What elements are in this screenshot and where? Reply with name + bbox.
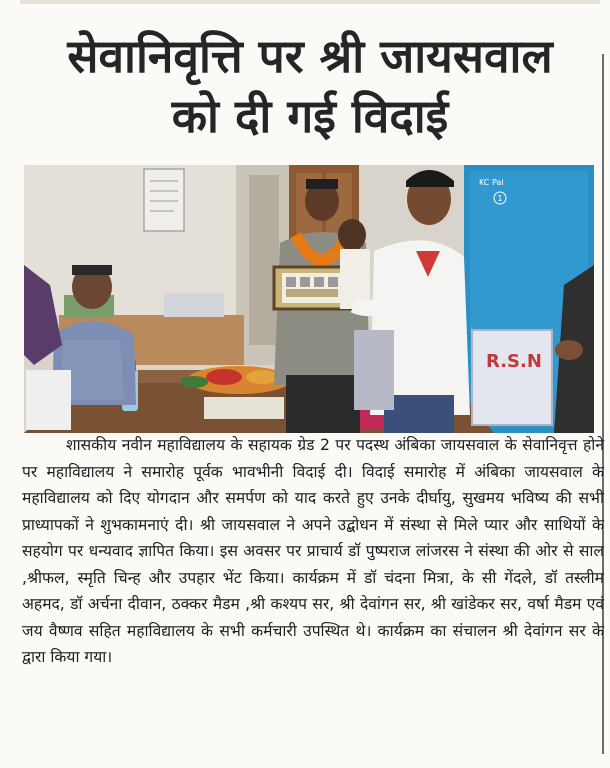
door-sign: KC Pal (479, 178, 504, 187)
article-paragraph: शासकीय नवीन महाविद्यालय के सहायक ग्रेड 2 पर पदस्थ अंबिका जायसवाल के सेवानिवृत्त होने पर महाविद्यालय ने समारोह पूर्वक भावभीनी विदाई दी। विदाई समारोह में अंबिका जायसवाल के महाविद्यालय को दिए योगदान और समर्पण को याद करते हुए उनके दीर्घायु, सुखमय भविष्य की सभी प्राध्यापकों ने शुभकामनाएं दी। श्री जायसवाल ने अपने उद्बोधन में संस्था से मिले प्यार और साथियों के सहयोग पर धन्यवाद ज्ञापित किया। इस अवसर पर प्राचार्य डॉ पुष्पराज लांजरस ने संस्था की ओर से साल ,श्रीफल, स्मृति चिन्ह और उपहार भेंट किया। कार्यक्रम में डॉ चंदना मित्रा, के सी गेंदले, डॉ तस्लीम अहमद, डॉ अर्चना दीवान, ठक्कर मैडम ,श्री कश्यप सर, श्री देवांगन सर, श्री खांडेकर सर, वर्षा मैडम एवं जय वैष्णव सहित महाविद्यालय के सभी कर्मचारी उपस्थित थे। कार्यक्रम का संचालन श्री देवांगन सर के द्वारा किया गया। (22, 436, 604, 666)
top-border (20, 0, 600, 4)
door-number: 1 (497, 194, 503, 203)
headline-line-1: सेवानिवृत्ति पर श्री जायसवाल (67, 29, 553, 83)
news-photo (24, 165, 594, 433)
banner-text: R.S.N (486, 351, 542, 372)
headline (20, 26, 600, 146)
headline-line-2: को दी गई विदाई (171, 89, 449, 143)
article-body (22, 432, 604, 671)
